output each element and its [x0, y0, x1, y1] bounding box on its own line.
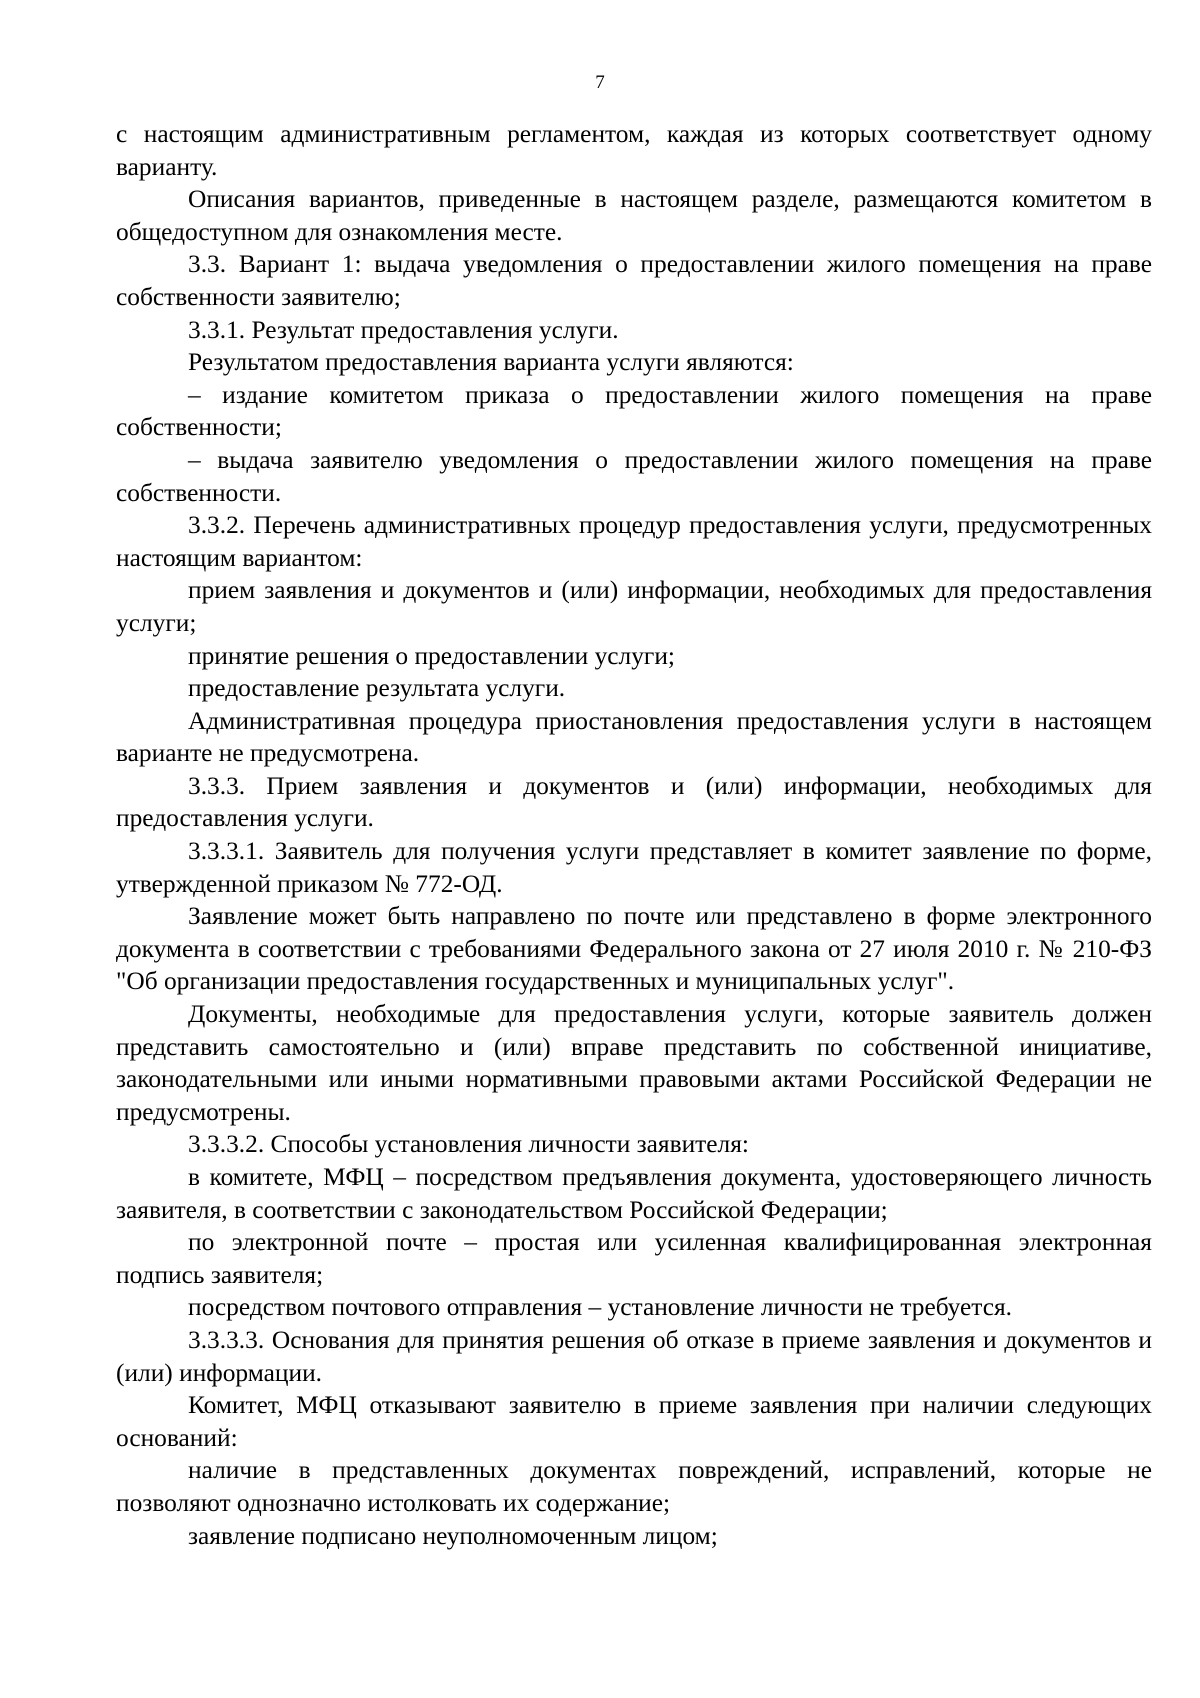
page-number: 7 — [595, 72, 605, 93]
paragraph: Описания вариантов, приведенные в настоящем разделе, размещаются комитетом в общедоступном для ознакомления месте. — [116, 185, 1152, 246]
paragraph: 3.3.3.1. Заявитель для получения услуги представляет в комитет заявление по форме, утвержденной приказом № 772-ОД. — [116, 837, 1152, 898]
paragraph: 3.3.2. Перечень административных процедур предоставления услуги, предусмотренных настоящим вариантом: — [116, 511, 1152, 572]
paragraph: по электронной почте – простая или усиленная квалифицированная электронная подпись заявителя; — [116, 1228, 1152, 1289]
paragraph: – издание комитетом приказа о предоставлении жилого помещения на праве собственности; — [116, 380, 1152, 442]
paragraph: Результатом предоставления варианта услуги являются: — [188, 348, 794, 377]
paragraph: Заявление может быть направлено по почте или представлено в форме электронного документа в соответствии с требованиями Федерального закона от 27 июля 2010 г. № 210-ФЗ "Об организации предоставления государственных и муниципальных услуг". — [116, 902, 1152, 996]
paragraph: с настоящим административным регламентом, каждая из которых соответствует одному варианту. — [116, 120, 1152, 181]
paragraph: прием заявления и документов и (или) информации, необходимых для предоставления услуги; — [116, 576, 1152, 637]
paragraph: – выдача заявителю уведомления о предоставлении жилого помещения на праве собственности. — [116, 445, 1152, 507]
paragraph: предоставление результата услуги. — [188, 674, 566, 703]
paragraph: Комитет, МФЦ отказывают заявителю в приеме заявления при наличии следующих оснований: — [116, 1391, 1152, 1452]
paragraph: 3.3.3.2. Способы установления личности заявителя: — [188, 1130, 749, 1159]
document-body — [116, 118, 1152, 1552]
paragraph: принятие решения о предоставлении услуги; — [188, 641, 675, 670]
paragraph: в комитете, МФЦ – посредством предъявления документа, удостоверяющего личность заявителя, в соответствии с законодательством Российской Федерации; — [116, 1163, 1152, 1224]
paragraph: заявление подписано неуполномоченным лицом; — [188, 1521, 718, 1550]
paragraph: наличие в представленных документах повреждений, исправлений, которые не позволяют однозначно истолковать их содержание; — [116, 1456, 1152, 1517]
paragraph: Административная процедура приостановления предоставления услуги в настоящем варианте не предусмотрена. — [116, 706, 1152, 768]
paragraph: 3.3.3.3. Основания для принятия решения об отказе в приеме заявления и документов и (или) информации. — [116, 1325, 1152, 1387]
paragraph: 3.3. Вариант 1: выдача уведомления о предоставлении жилого помещения на праве собственности заявителю; — [116, 250, 1152, 311]
paragraph: 3.3.3. Прием заявления и документов и (или) информации, необходимых для предоставления услуги. — [116, 771, 1152, 833]
paragraph: 3.3.1. Результат предоставления услуги. — [188, 315, 619, 344]
paragraph: посредством почтового отправления – установление личности не требуется. — [188, 1293, 1012, 1322]
paragraph: Документы, необходимые для предоставления услуги, которые заявитель должен представить самостоятельно и (или) вправе представить по собственной инициативе, законодательными или иными нормативными правовыми актами Российской Федерации не предусмотрены. — [116, 1000, 1152, 1126]
